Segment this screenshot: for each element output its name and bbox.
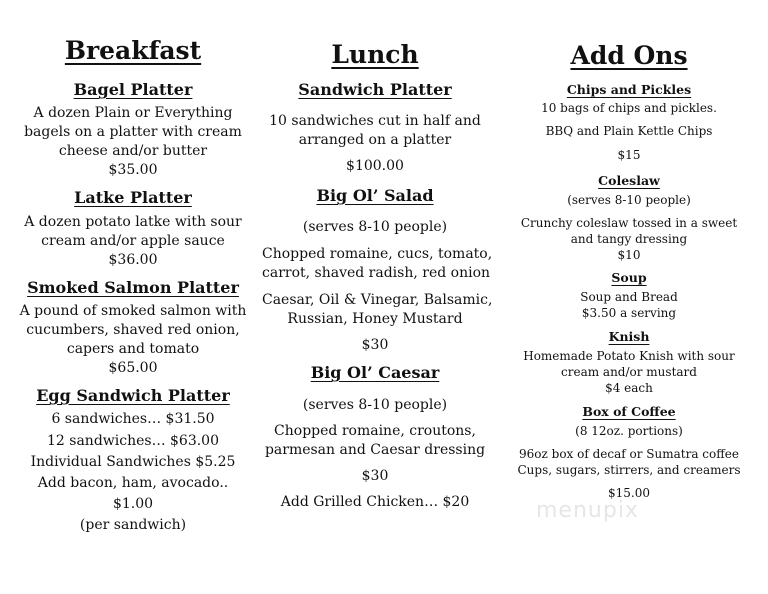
chips-flavors: BBQ and Plain Kettle Chips <box>545 124 713 138</box>
smoked-salmon-price: $65.00 <box>108 360 158 376</box>
chips-and-pickles-price: $15 <box>617 148 641 162</box>
egg-sandwich-line: 12 sandwiches… $63.00 <box>47 433 219 449</box>
soup-line: Soup and Bread <box>580 290 678 304</box>
soup-line: $3.50 a serving <box>581 306 677 320</box>
bagel-platter-desc-line: A dozen Plain or Everything <box>33 105 233 121</box>
sandwich-platter-heading: Sandwich Platter <box>298 80 452 99</box>
bagel-platter-heading: Bagel Platter <box>73 80 193 99</box>
big-ol-caesar-heading: Big Ol’ Caesar <box>310 363 440 382</box>
big-ol-salad-desc-line: Chopped romaine, cucs, tomato, <box>262 246 493 262</box>
lunch-title: Lunch <box>331 40 419 69</box>
latke-platter-heading: Latke Platter <box>74 188 192 207</box>
chips-and-pickles-heading: Chips and Pickles <box>566 82 692 97</box>
breakfast-title: Breakfast <box>64 36 202 65</box>
egg-sandwich-line: 6 sandwiches… $31.50 <box>51 411 215 427</box>
grilled-chicken-addon: Add Grilled Chicken… $20 <box>280 494 470 510</box>
egg-sandwich-line: (per sandwich) <box>79 517 187 533</box>
smoked-salmon-heading: Smoked Salmon Platter <box>27 278 239 297</box>
coleslaw-desc-line: and tangy dressing <box>570 232 688 246</box>
smoked-salmon-desc-line: A pound of smoked salmon with <box>19 303 247 319</box>
big-ol-caesar-price: $30 <box>361 468 389 484</box>
big-ol-caesar-desc-line: Chopped romaine, croutons, <box>274 423 476 439</box>
latke-platter-desc-line: A dozen potato latke with sour <box>24 214 242 230</box>
knish-line: Homemade Potato Knish with sour <box>523 349 735 363</box>
sandwich-platter-desc-line: arranged on a platter <box>298 132 452 148</box>
box-of-coffee-price: $15.00 <box>608 486 650 500</box>
egg-sandwich-line: $1.00 <box>112 496 154 512</box>
sandwich-platter-desc-line: 10 sandwiches cut in half and <box>269 113 481 129</box>
box-of-coffee-desc-line: Cups, sugars, stirrers, and creamers <box>517 463 741 477</box>
coleslaw-serves: (serves 8-10 people) <box>567 193 691 207</box>
bagel-platter-desc-line: cheese and/or butter <box>58 143 208 159</box>
egg-sandwich-heading: Egg Sandwich Platter <box>36 386 230 405</box>
knish-line: $4 each <box>605 381 653 395</box>
big-ol-salad-serves: (serves 8-10 people) <box>302 219 448 235</box>
big-ol-salad-dressings-line: Caesar, Oil & Vinegar, Balsamic, <box>262 292 493 308</box>
coleslaw-desc-line: Crunchy coleslaw tossed in a sweet <box>520 216 738 230</box>
bagel-platter-price: $35.00 <box>108 162 158 178</box>
sandwich-platter-price: $100.00 <box>346 158 404 174</box>
knish-line: cream and/or mustard <box>561 365 697 379</box>
chips-and-pickles-desc: 10 bags of chips and pickles. <box>541 101 717 115</box>
egg-sandwich-line: Add bacon, ham, avocado.. <box>37 475 229 491</box>
knish-heading: Knish <box>608 329 650 344</box>
latke-platter-price: $36.00 <box>108 252 158 268</box>
big-ol-salad-heading: Big Ol’ Salad <box>316 186 434 205</box>
addons-title: Add Ons <box>570 41 688 70</box>
big-ol-salad-dressings-line: Russian, Honey Mustard <box>287 311 463 327</box>
bagel-platter-desc-line: bagels on a platter with cream <box>24 124 242 140</box>
menupix-watermark: menupix <box>536 498 639 523</box>
big-ol-caesar-desc-line: parmesan and Caesar dressing <box>264 442 486 458</box>
box-of-coffee-desc-line: 96oz box of decaf or Sumatra coffee <box>519 447 739 461</box>
smoked-salmon-desc-line: capers and tomato <box>66 341 200 357</box>
coleslaw-price: $10 <box>617 248 641 262</box>
big-ol-salad-price: $30 <box>361 337 389 353</box>
egg-sandwich-line: Individual Sandwiches $5.25 <box>30 454 236 470</box>
big-ol-salad-desc-line: carrot, shaved radish, red onion <box>262 265 491 281</box>
coleslaw-heading: Coleslaw <box>598 173 660 188</box>
box-of-coffee-heading: Box of Coffee <box>582 404 676 419</box>
latke-platter-desc-line: cream and/or apple sauce <box>41 233 225 249</box>
smoked-salmon-desc-line: cucumbers, shaved red onion, <box>26 322 240 338</box>
soup-heading: Soup <box>611 270 647 285</box>
box-of-coffee-portions: (8 12oz. portions) <box>575 424 683 438</box>
big-ol-caesar-serves: (serves 8-10 people) <box>302 397 448 413</box>
